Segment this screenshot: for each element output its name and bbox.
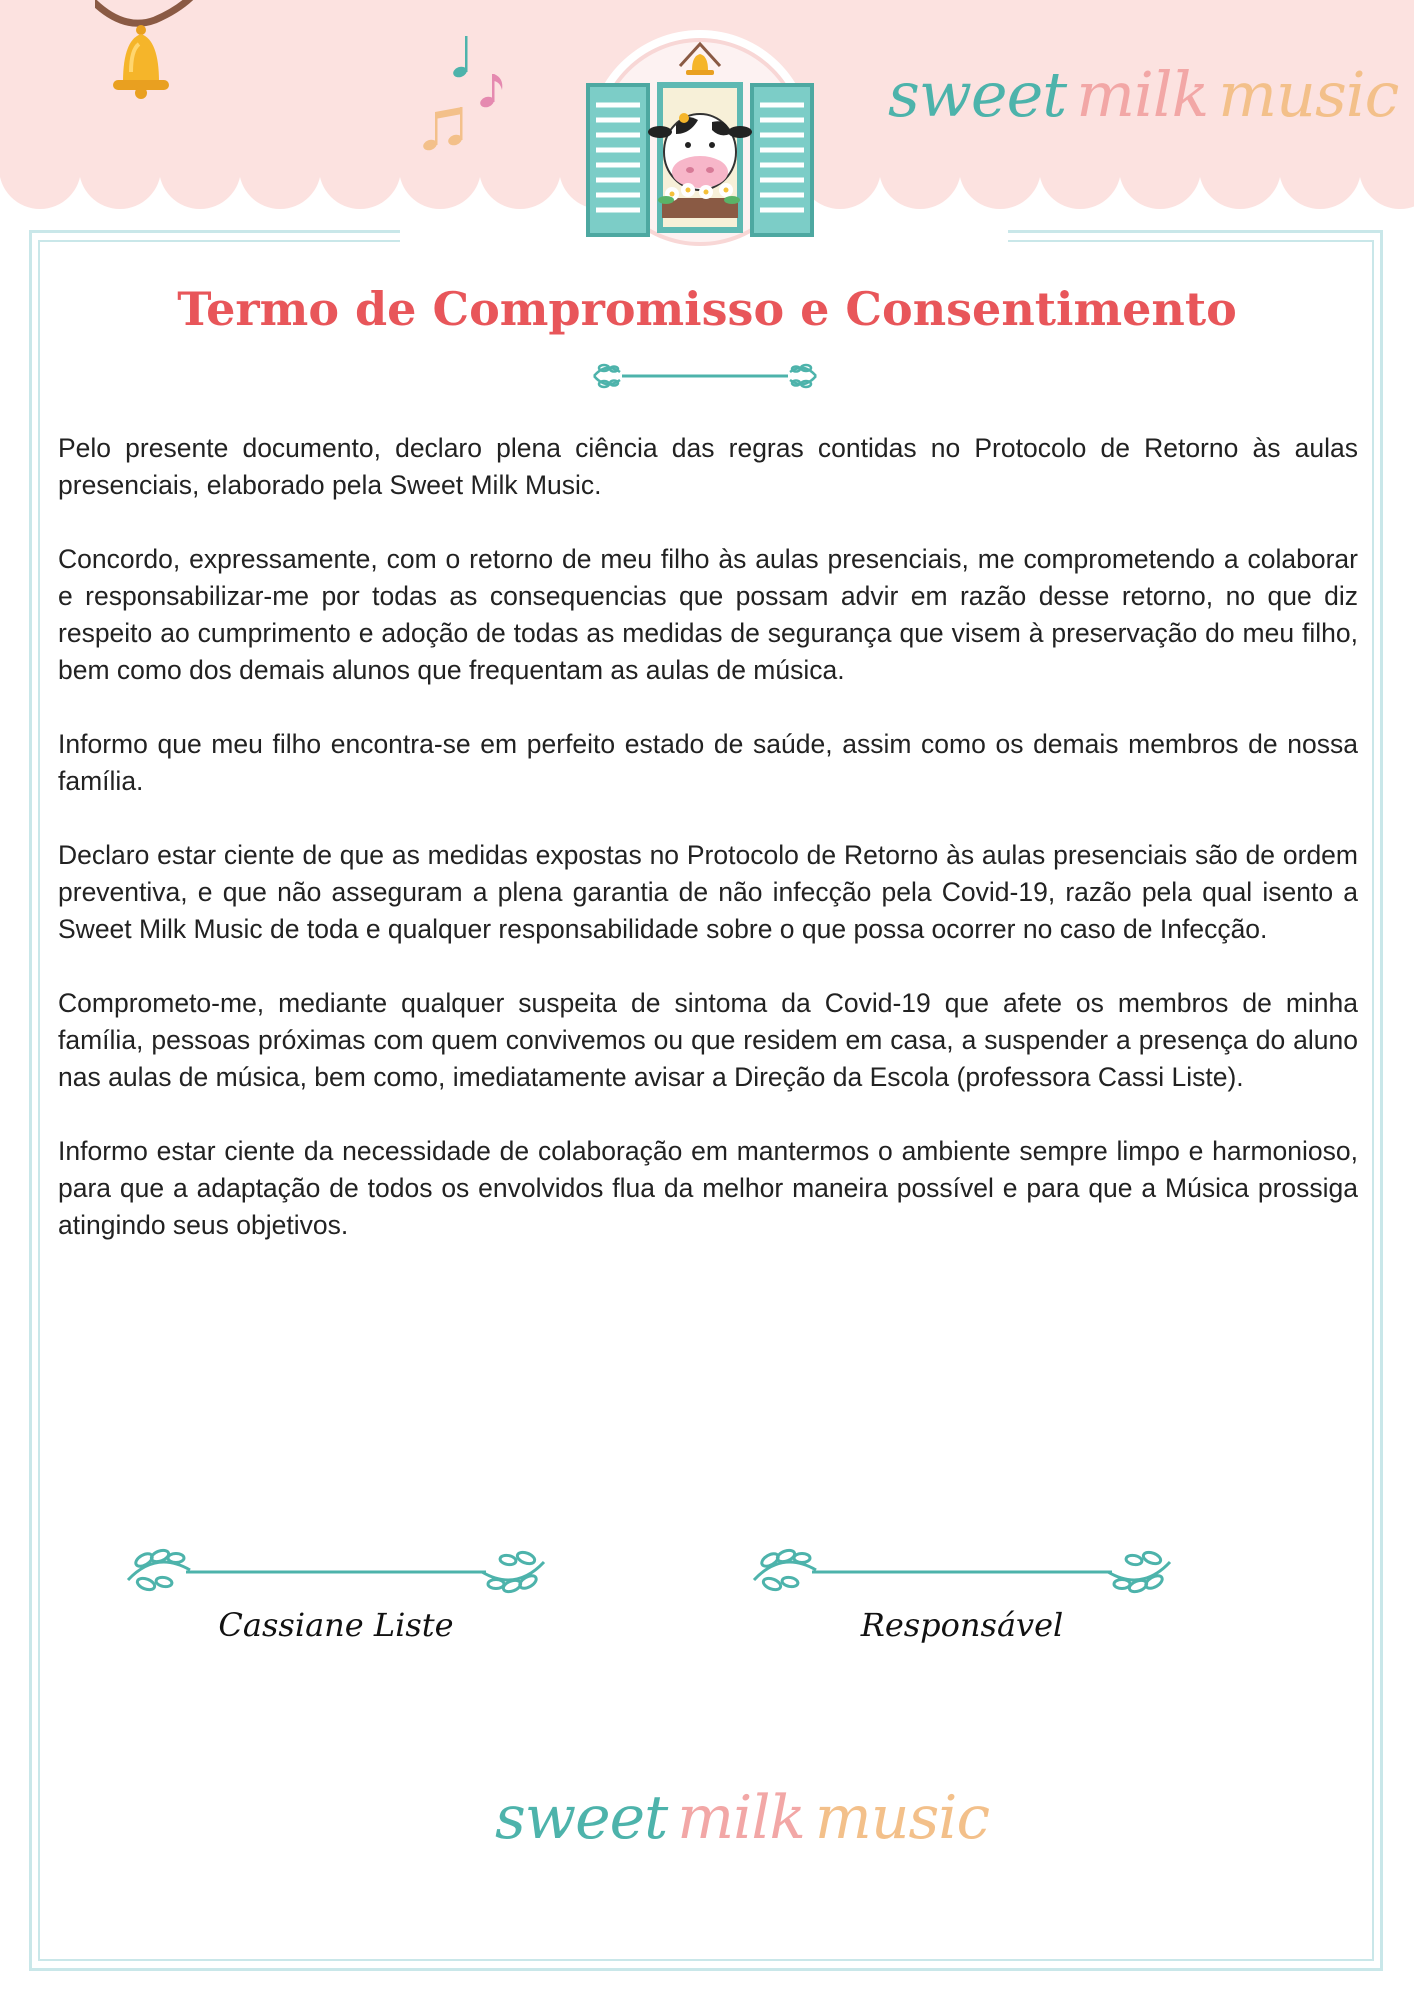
scallop [239, 127, 321, 209]
cow-window-illustration [580, 30, 820, 260]
scallop [1199, 127, 1281, 209]
bell-icon [95, 0, 205, 105]
logo-word-sweet: sweet [888, 58, 1067, 131]
signature-block-right [752, 1540, 1172, 1660]
logo-word-milk: milk [1076, 58, 1209, 131]
vine-ornament-icon [590, 358, 820, 398]
brand-logo-bottom [495, 1783, 999, 1853]
paragraph: Informo que meu filho encontra-se em perfeito estado de saúde, assim como os demais membros de nossa família. [58, 729, 1358, 796]
scallop [959, 127, 1041, 209]
page-title: Termo de Compromisso e Consentimento [177, 282, 1237, 336]
signature-name-left: Cassiane Liste [218, 1606, 454, 1644]
logo-word-music: music [1218, 58, 1399, 131]
scallop [159, 127, 241, 209]
scallop [0, 127, 81, 209]
scallop [1039, 127, 1121, 209]
signature-block-left [126, 1540, 546, 1660]
logo-word-sweet: sweet [495, 1783, 668, 1853]
paragraph: Pelo presente documento, declaro plena ciência das regras contidas no Protocolo de Retorno às aulas presenciais, elaborado pela Sweet Milk Music. [58, 433, 1358, 500]
document-body [58, 430, 1358, 1281]
paragraph: Informo estar ciente da necessidade de colaboração em mantermos o ambiente sempre limpo e harmonioso, para que a adaptação de todos os envolvidos flua da melhor maneira possível e para que a Música prossiga atingindo seus objetivos. [58, 1136, 1358, 1240]
logo-word-milk: milk [677, 1783, 805, 1853]
logo-word-music: music [814, 1783, 990, 1853]
paragraph: Concordo, expressamente, com o retorno de meu filho às aulas presenciais, me comprometendo a colaborar e responsabilizar-me por todas as consequencias que possam advir em razão desse retorno, no que diz respeito ao cumprimento e adoção de todas as medidas de segurança que visem à preservação do meu filho, bem como dos demais alunos que frequentam as aulas de música. [58, 544, 1358, 685]
signature-vine-icon [126, 1540, 546, 1600]
signature-vine-icon [752, 1540, 1172, 1600]
brand-logo-top [888, 58, 1408, 131]
paragraph: Declaro estar ciente de que as medidas expostas no Protocolo de Retorno às aulas presenciais são de ordem preventiva, e que não asseguram a plena garantia de não infecção pela Covid-19, razão pela qual isento a Sweet Milk Music de toda e qualquer responsabilidade sobre o que possa ocorrer no caso de Infecção. [58, 840, 1358, 944]
scallop [879, 127, 961, 209]
scallop [319, 127, 401, 209]
scallop [1279, 127, 1361, 209]
scallop [1119, 127, 1201, 209]
scallop [79, 127, 161, 209]
music-notes-icon [420, 30, 520, 160]
paragraph: Comprometo-me, mediante qualquer suspeita de sintoma da Covid-19 que afete os membros de minha família, pessoas próximas com quem convivemos ou que residem em casa, a suspender a presença do aluno nas aulas de música, bem como, imediatamente avisar a Direção da Escola (professora Cassi Liste). [58, 988, 1358, 1092]
signature-name-right: Responsável [860, 1606, 1064, 1644]
